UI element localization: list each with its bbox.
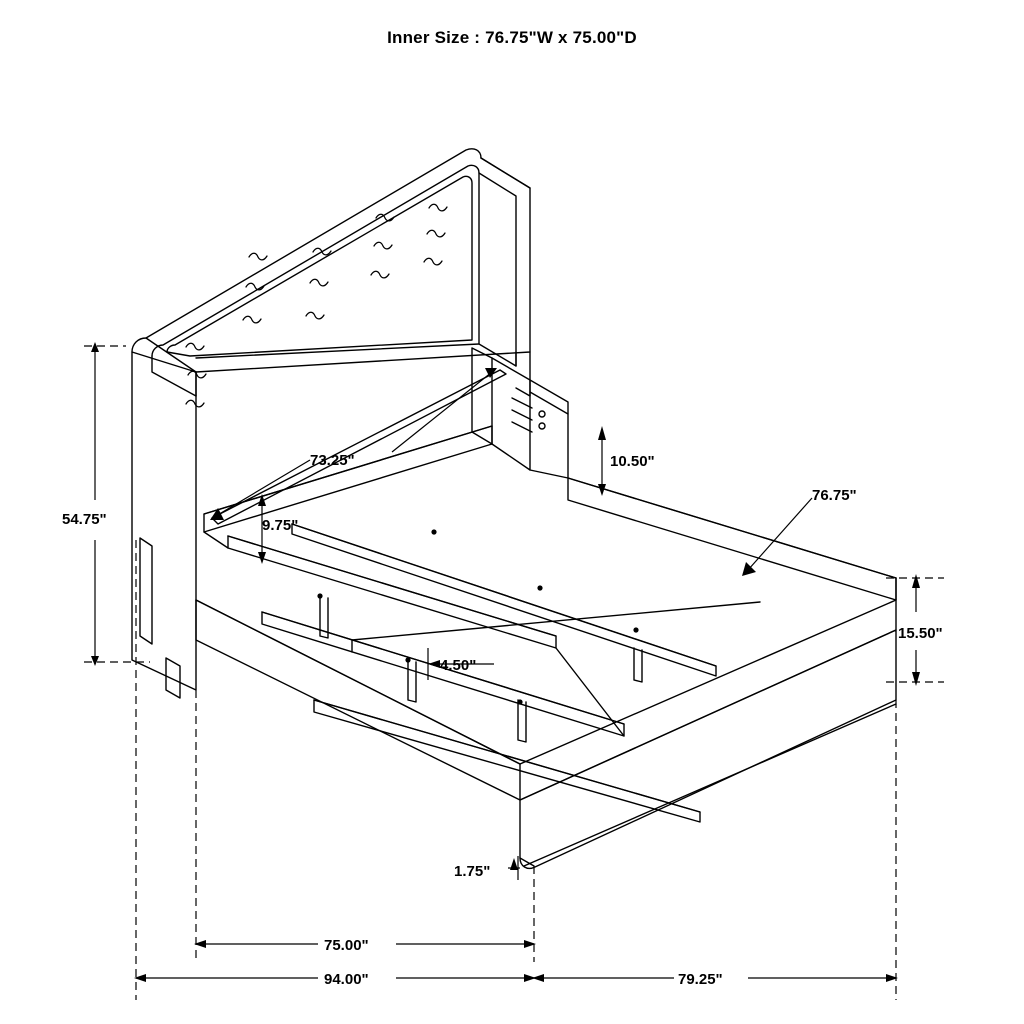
label-inner-width: 75.00" — [324, 937, 369, 954]
dimension-lines — [84, 342, 944, 1000]
headboard-legs — [140, 538, 180, 698]
headboard — [132, 149, 530, 690]
tufting-buttons — [186, 204, 447, 407]
label-headboard-height: 54.75" — [62, 511, 107, 528]
label-front-rail-height: 9.75" — [262, 517, 299, 534]
bed-frame — [196, 348, 896, 868]
label-footboard-base: 1.75" — [454, 863, 491, 880]
bed-outline-group — [132, 149, 896, 869]
label-leg-height: 4.50" — [440, 657, 477, 674]
label-side-rail-length: 76.75" — [812, 487, 857, 504]
label-overall-width: 79.25" — [678, 971, 723, 988]
label-footboard-height: 15.50" — [898, 625, 943, 642]
label-overall-length: 94.00" — [324, 971, 369, 988]
label-head-rail-height: 10.50" — [610, 453, 655, 470]
dimension-labels — [62, 452, 943, 988]
page-title: Inner Size : 76.75"W x 75.00"D — [387, 28, 637, 47]
label-slat-span: 73.25" — [310, 452, 355, 469]
